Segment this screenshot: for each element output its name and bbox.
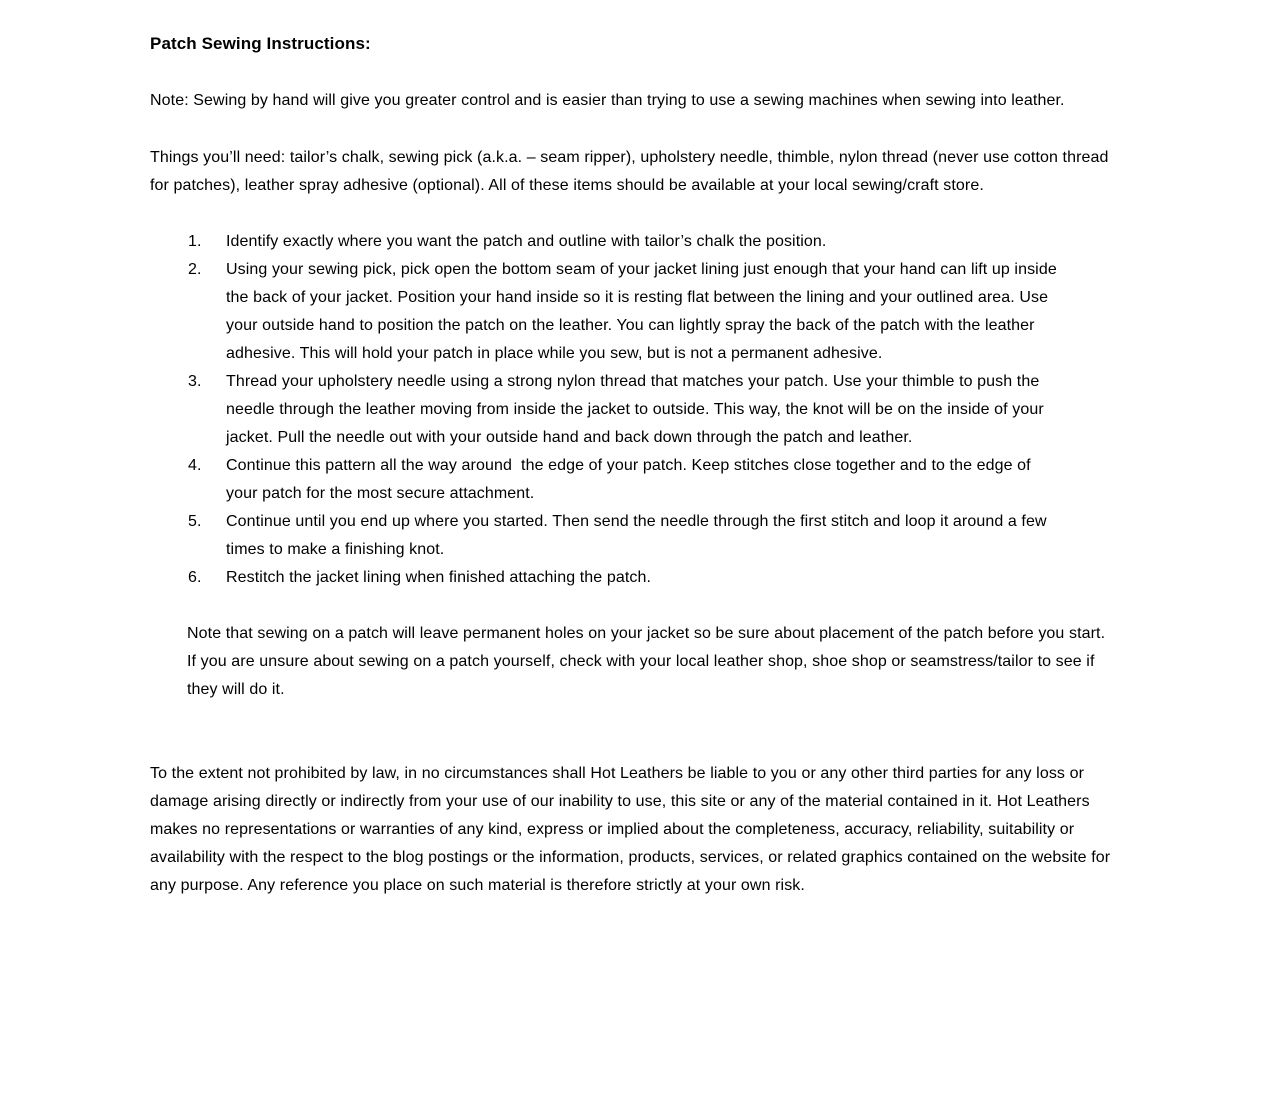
- list-item: [188, 564, 1127, 592]
- list-item-text: Continue until you end up where you started. Then send the needle through the first stitch and loop it around a few times to make a finishing knot.: [226, 513, 1052, 558]
- list-item-text: Thread your upholstery needle using a strong nylon thread that matches your patch. Use your thimble to push the needle through the leather moving from inside the jacket to outside. This way, the knot will be on the inside of your jacket. Pull the needle out with your outside hand and back down through the patch and leather.: [226, 373, 1049, 446]
- list-item: [188, 452, 1127, 508]
- list-item-text: Continue this pattern all the way around the edge of your patch. Keep stitches close together and to the edge of your patch for the most secure attachment.: [226, 457, 1036, 502]
- list-item-number: 6.: [188, 569, 202, 586]
- note-intro-paragraph: Note: Sewing by hand will give you greater control and is easier than trying to use a sewing machines when sewing into leather.: [150, 92, 1065, 109]
- list-item-number: 4.: [188, 457, 202, 474]
- list-item-number: 3.: [188, 373, 202, 390]
- instruction-list: [150, 228, 1127, 592]
- list-item-number: 5.: [188, 513, 202, 530]
- list-item: [188, 508, 1127, 564]
- placement-note: Note that sewing on a patch will leave permanent holes on your jacket so be sure about placement of the patch before you start.: [187, 625, 1106, 642]
- list-item-text: Using your sewing pick, pick open the bottom seam of your jacket lining just enough that your hand can lift up inside the back of your jacket. Position your hand inside so it is resting flat between the lining and your outlined area. Use your outside hand to position the patch on the leather. You can lightly spray the back of the patch with the leather adhesive. This will hold your patch in place while you sew, but is not a permanent adhesive.: [226, 261, 1062, 362]
- list-item: [188, 256, 1127, 368]
- list-item-number: 2.: [188, 261, 202, 278]
- disclaimer-paragraph: To the extent not prohibited by law, in no circumstances shall Hot Leathers be liable to you or any other third parties for any loss or damage arising directly or indirectly from your use of our inability to use, this site or any of the material contained in it. Hot Leathers makes no representations or warranties of any kind, express or implied about the completeness, accuracy, reliability, suitability or availability with the respect to the blog postings or the information, products, services, or related graphics contained on the website for any purpose. Any reference you place on such material is therefore strictly at your own risk.: [150, 765, 1115, 894]
- list-item-text: Restitch the jacket lining when finished attaching the patch.: [226, 569, 652, 586]
- materials-paragraph: Things you’ll need: tailor’s chalk, sewing pick (a.k.a. – seam ripper), upholstery needle, thimble, nylon thread (never use cotton thread for patches), leather spray adhesive (optional). All of these items should be available at your local sewing/craft store.: [150, 149, 1114, 194]
- list-item: [188, 368, 1127, 452]
- list-item-number: 1.: [188, 233, 202, 250]
- notes-block: [187, 620, 1122, 704]
- page-title: Patch Sewing Instructions:: [150, 34, 371, 53]
- list-item: [188, 228, 1127, 256]
- unsure-note: If you are unsure about sewing on a patch yourself, check with your local leather shop, shoe shop or seamstress/tailor to see if they will do it.: [187, 653, 1100, 698]
- list-item-text: Identify exactly where you want the patch and outline with tailor’s chalk the position.: [226, 233, 827, 250]
